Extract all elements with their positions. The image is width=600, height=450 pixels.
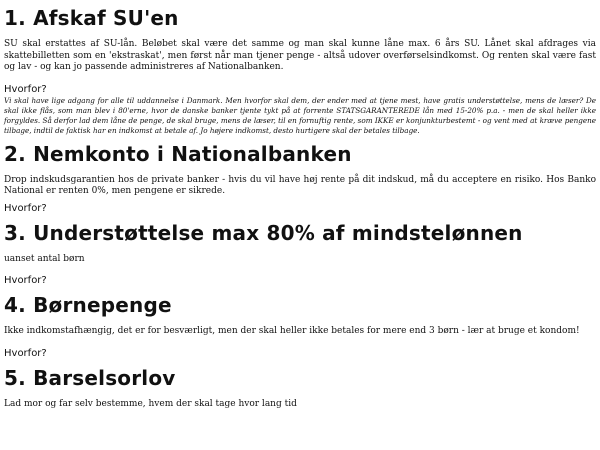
why-label: Hvorfor? — [4, 202, 47, 214]
section-heading: 3. Understøttelse max 80% af mindstelønnen — [4, 220, 523, 245]
section-heading: 4. Børnepenge — [4, 293, 172, 317]
section-nemkonto — [4, 142, 596, 215]
section-boernepenge — [4, 293, 596, 360]
why-label: Hvorfor? — [4, 275, 47, 286]
why-text: Vi skal have lige adgang for alle til uddannelse i Danmark. Men hvorfor skal dem, der ender med at tjene mest, have gratis understøttelse, mens de læser? De skal ikke flås, som man blev i 80'erne, hvor de danske banker tjente tykt på at forrente STATSGARANTEREDE lån med 15-20% p.a. - men de skal heller ikke forgyldes. Så derfor lad dem låne de penge, de skal bruge, mens de læser, til en fornuftig rente, som IKKE er konjunkturbestemt - og vent med at kræve pengene tilbage, indtil de faktisk har en indkomst at betale af. Jo højere indkomst, desto hurtigere skal der betales tilbage. — [4, 95, 596, 135]
section-text: uanset antal børn — [4, 253, 85, 264]
section-heading: 1. Afskaf SU'en — [4, 6, 179, 30]
section-text: Lad mor og far selv bestemme, hvem der skal tage hvor lang tid — [4, 398, 297, 409]
section-su — [4, 6, 596, 136]
page — [0, 6, 596, 410]
section-text: SU skal erstattes af SU-lån. Beløbet skal være det samme og man skal kunne låne max. 6 års SU. Lånet skal afdrages via skattebilletten som en 'ekstraskat', men først når man tjener penge - altså udover overførselsindkomst. Og renten skal være fast og lav - og kan jo passende administreres af Nationalbanken. — [4, 39, 596, 72]
section-text: Ikke indkomstafhængig, det er for besværligt, men der skal heller ikke betales for mere end 3 børn - lær at bruge et kondom! — [4, 326, 580, 336]
section-heading: 5. Barselsorlov — [4, 365, 176, 390]
section-heading: 2. Nemkonto i Nationalbanken — [4, 141, 352, 166]
section-barselsorlov — [4, 366, 596, 411]
why-label: Hvorfor? — [4, 347, 47, 359]
section-text: Drop indskudsgarantien hos de private banker - hvis du vil have høj rente på dit indskud, må du acceptere en risiko. Hos Banko National er renten 0%, men pengene er sikrede. — [4, 174, 596, 196]
section-understoettelse — [4, 221, 596, 288]
why-label: Hvorfor? — [4, 83, 47, 95]
